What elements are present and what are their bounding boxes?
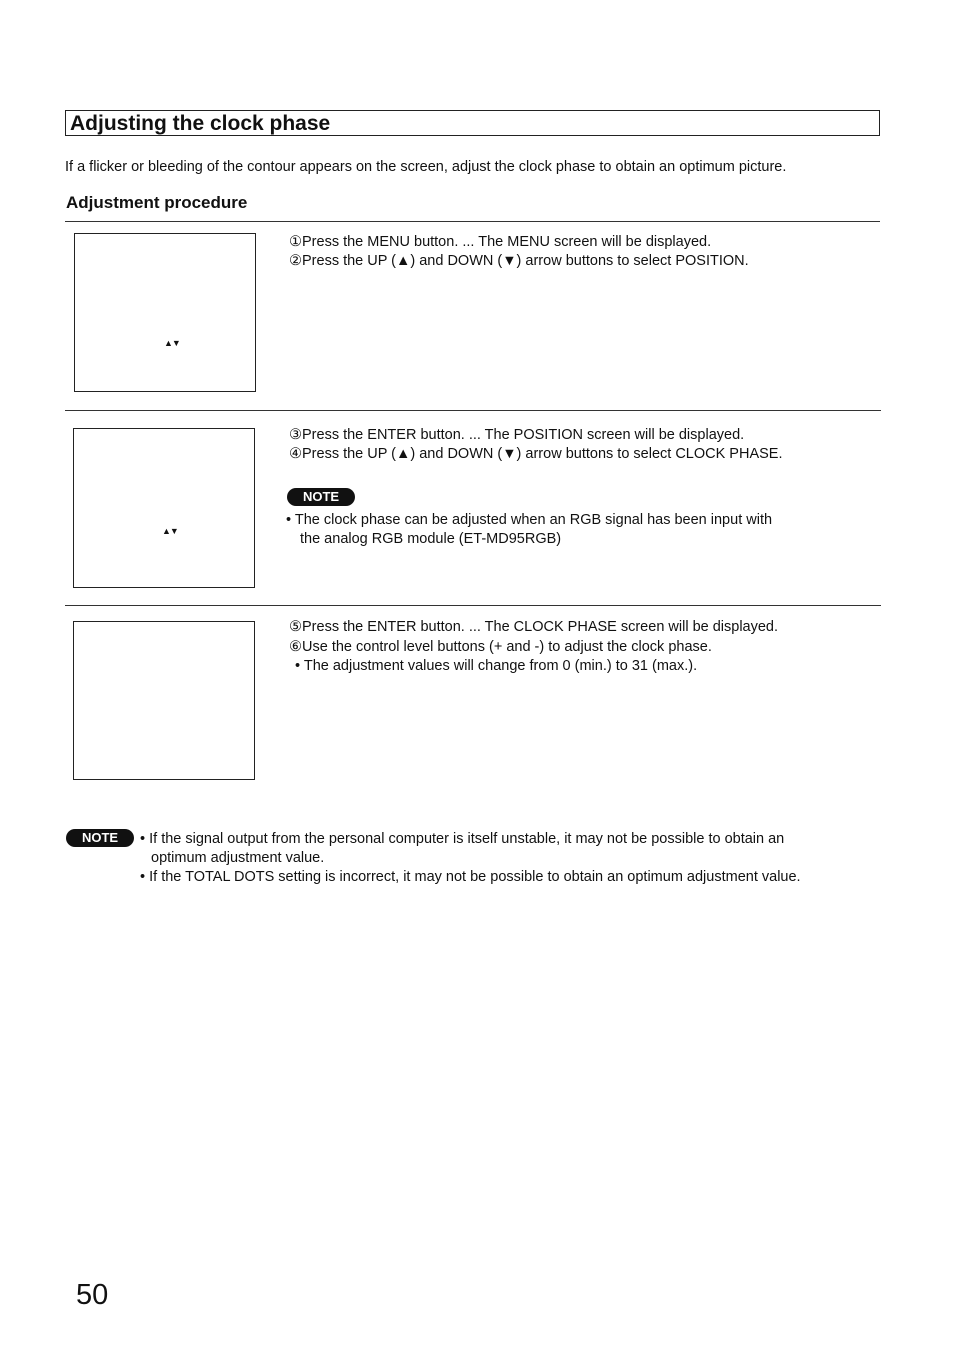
step-5-text: ⑤Press the ENTER button. ... The CLOCK PHASE screen will be displayed. [289, 619, 779, 635]
step-2-text: ②Press the UP (▲) and DOWN (▼) arrow buttons to select POSITION. [289, 253, 749, 269]
menu-screen-image [74, 233, 256, 392]
bottom-note-line: optimum adjustment value. [151, 850, 325, 866]
bottom-note-line: • If the signal output from the personal computer is itself unstable, it may not be possible to obtain an [140, 831, 785, 847]
step-1-text: ①Press the MENU button. ... The MENU screen will be displayed. [289, 234, 712, 250]
step-3-text: ③Press the ENTER button. ... The POSITION screen will be displayed. [289, 427, 745, 443]
note-text-line: • The clock phase can be adjusted when an RGB signal has been input with [286, 512, 773, 528]
bottom-note-line: • If the TOTAL DOTS setting is incorrect, it may not be possible to obtain an optimum adjustment value. [140, 869, 801, 885]
section-title [65, 110, 880, 136]
subheading: Adjustment procedure [66, 193, 248, 212]
note-badge: NOTE [287, 488, 355, 506]
position-screen-image [73, 428, 255, 588]
divider [65, 221, 880, 222]
step-4-text: ④Press the UP (▲) and DOWN (▼) arrow buttons to select CLOCK PHASE. [289, 446, 783, 462]
intro-paragraph: If a flicker or bleeding of the contour appears on the screen, adjust the clock phase to obtain an optimum picture. [65, 159, 787, 175]
note-badge: NOTE [66, 829, 134, 847]
clock-phase-screen-image [73, 621, 255, 780]
page-number: 50 [76, 1279, 109, 1311]
step-6-text: ⑥Use the control level buttons (+ and -) to adjust the clock phase. [289, 639, 712, 655]
divider [65, 605, 881, 606]
step-6-bullet: • The adjustment values will change from 0 (min.) to 31 (max.). [295, 658, 698, 674]
up-down-arrows-icon: ▲▼ [162, 526, 178, 536]
up-down-arrows-icon: ▲▼ [164, 338, 180, 348]
section-title-text: Adjusting the clock phase [70, 112, 331, 135]
divider [65, 410, 881, 411]
note-text-line: the analog RGB module (ET-MD95RGB) [300, 531, 562, 547]
